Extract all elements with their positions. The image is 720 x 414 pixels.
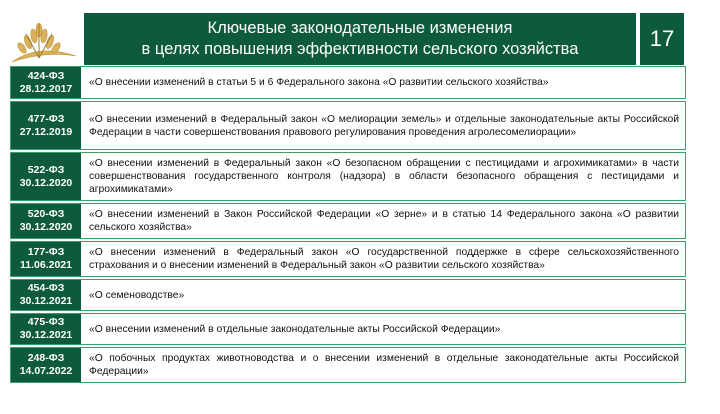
law-date: 27.12.2019 [19,125,73,138]
law-description [81,153,685,200]
law-cell [11,204,81,238]
law-cell [11,242,81,276]
law-date: 30.12.2021 [19,295,73,307]
law-title: «О внесении изменений в Федеральный закон «О мелиорации земель» и отдельные законодательные акты Российской Федерации в части совершенствования правового регулирования проведения агролесомелиорации» [89,113,679,138]
table-row [10,203,686,239]
law-description [81,348,685,382]
law-cell [11,348,81,382]
law-title: «О внесении изменений в Федеральный закон «О государственной поддержке в сфере сельскохозяйственного страхования и о внесении изменений в Федеральный закон «О развитии сельского хозяйства» [89,247,679,271]
table-row [10,279,686,311]
law-number: 477-ФЗ [27,112,65,125]
law-description [81,204,685,238]
table-row [10,66,686,99]
law-cell [11,314,81,344]
table-row [10,101,686,150]
slide-header [84,13,636,65]
law-title: «О внесении изменений в отдельные законодательные акты Российской Федерации» [89,323,501,335]
header-title-line1: Ключевые законодательные изменения [207,19,513,37]
law-date: 28.12.2017 [19,82,73,95]
table-row [10,241,686,277]
law-cell [11,280,81,310]
law-title: «О семеноводстве» [89,289,185,301]
table-row [10,313,686,345]
laws-table [10,66,686,385]
law-date: 30.12.2020 [19,176,73,189]
slide-number: 17 [638,13,684,65]
law-date: 14.07.2022 [19,365,73,377]
law-number: 248-ФЗ [27,352,65,364]
law-title: «О внесении изменений в статьи 5 и 6 Федерального закона «О развитии сельского хозяйства» [89,77,549,88]
law-title: «О побочных продуктах животноводства и о внесении изменений в отдельные законодательные акты Российской Федерации» [89,353,679,377]
law-date: 30.12.2020 [19,221,73,233]
law-date: 11.06.2021 [20,259,72,271]
law-description [81,102,685,149]
law-number: 177-ФЗ [27,246,65,258]
header-title-line2: в целях повышения эффективности сельского хозяйства [141,40,579,58]
law-number: 454-ФЗ [27,282,65,294]
law-title: «О внесении изменений в Федеральный закон «О безопасном обращении с пестицидами и агрохимикатами» в части совершенствования государственного контроля (надзора) в области безопасного обращения с пестицидами и агрохимикатами» [89,158,679,195]
law-description [81,242,685,276]
law-number: 424-ФЗ [27,69,65,82]
law-number: 520-ФЗ [27,208,65,220]
law-cell [11,153,81,200]
law-date: 30.12.2021 [19,329,73,341]
law-cell [11,102,81,149]
law-title: «О внесении изменений в Закон Российской Федерации «О зерне» и в статью 14 Федерального закона «О развитии сельского хозяйства» [89,209,679,233]
wheat-ears-icon [6,12,78,66]
table-row [10,347,686,383]
law-number: 475-ФЗ [27,316,65,328]
law-description [81,67,685,98]
law-description [81,280,685,310]
law-description [81,314,685,344]
law-cell [11,67,81,98]
table-row [10,152,686,201]
law-number: 522-ФЗ [27,163,65,176]
